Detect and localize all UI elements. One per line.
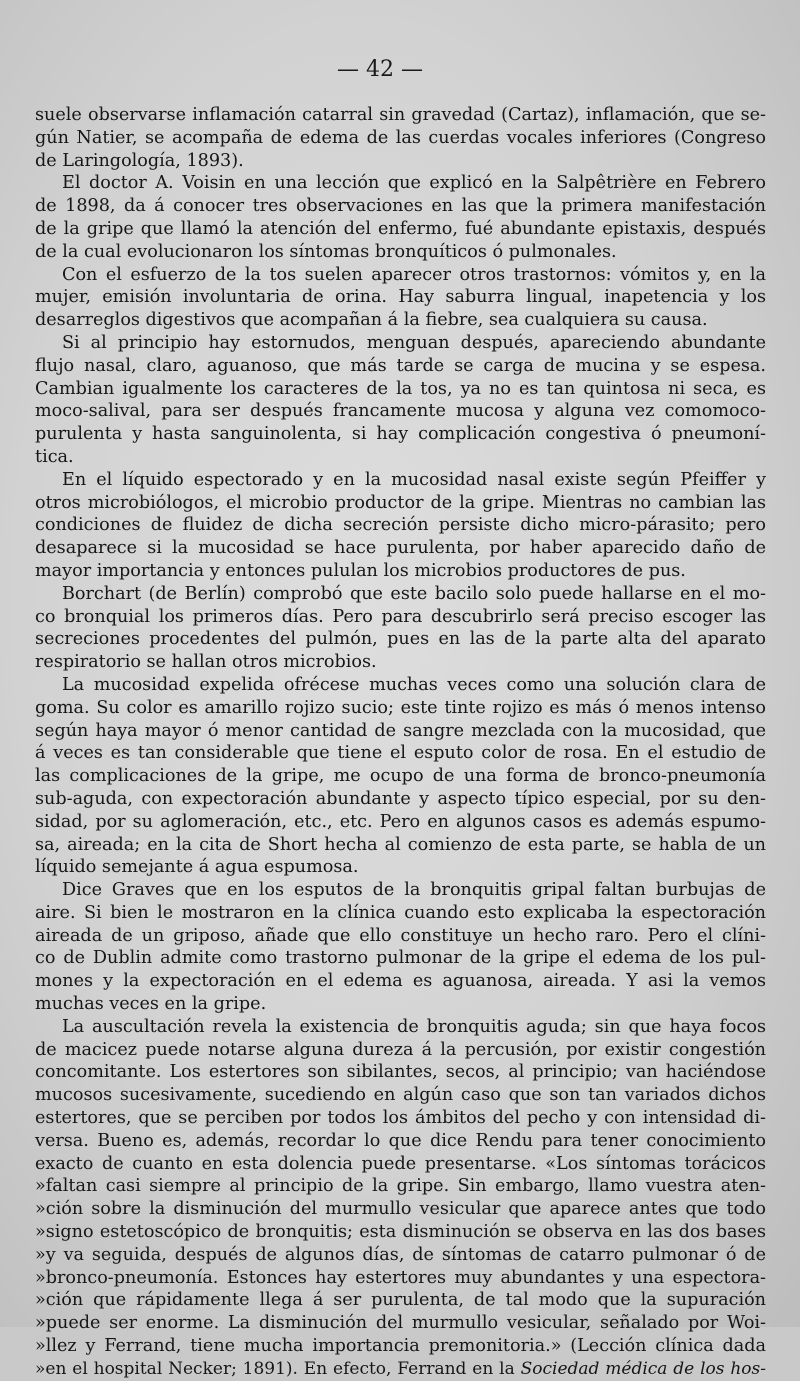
text-line-content: versa. Bueno es, además, recordar lo que dice Rendu para tener conocimiento [35,1130,766,1151]
text-line [35,172,766,195]
text-line [35,1130,766,1153]
text-line-content: co bronquial los primeros días. Pero para descubrirlo será preciso escoger las [35,606,766,627]
text-line [35,1221,766,1244]
text-line [35,697,766,720]
text-line [35,1153,766,1176]
text-line [35,1084,766,1107]
text-line-content: de 1898, da á conocer tres observaciones en las que la primera manifestación [35,196,766,217]
text-line-content: El doctor A. Voisin en una lección que explicó en la Salpêtrière en Febrero [62,173,766,194]
text-line [35,1244,766,1267]
text-line [35,218,766,241]
text-line-content: sa, aireada; en la cita de Short hecha al comienzo de esta parte, se habla de un [35,834,766,855]
text-line [35,241,766,264]
text-line [35,1039,766,1062]
text-line-content: mucosos sucesivamente, sucediendo en algún caso que son tan variados dichos [35,1085,766,1106]
text-line-content: aire. Si bien le mostraron en la clínica cuando esto explicaba la espectoración [35,902,766,923]
text-line [35,469,766,492]
text-line [35,104,766,127]
text-line [35,150,766,173]
text-line [35,446,766,469]
text-line-content: »en el hospital Necker; 1891). En efecto, Ferrand en la [35,1358,521,1379]
text-line [35,378,766,401]
text-line-content: Con el esfuerzo de la tos suelen aparecer otros trastornos: vómitos y, en la [62,264,766,285]
text-line [35,492,766,515]
text-line-content: suele observarse inflamación catarral sin gravedad (Cartaz), inflamación, que se- [35,105,766,125]
text-line-content: sub-aguda, con expectoración abundante y aspecto típico especial, por su den- [35,788,766,809]
text-line [35,947,766,970]
text-line-content: las complicaciones de la gripe, me ocupo de una forma de bronco-pneumonía [35,766,766,787]
text-line-content: La auscultación revela la existencia de bronquitis aguda; sin que haya focos [62,1016,766,1037]
text-line [35,355,766,378]
page-number: — 42 — [337,57,423,82]
text-line-content: Si al principio hay estornudos, menguan después, apareciendo abundante [62,332,766,353]
text-line-content: líquido semejante á agua espumosa. [35,857,359,878]
text-line [35,423,766,446]
text-line-content: aireada de un griposo, añade que ello constituye un hecho raro. Pero el clíni- [35,925,766,946]
text-line [35,1289,766,1312]
text-line [35,902,766,925]
text-line-content: mayor importancia y entonces pululan los microbios productores de pus. [35,560,686,581]
text-line [35,264,766,287]
text-line-content: desaparece si la mucosidad se hace purulenta, por haber aparecido daño de [35,538,766,559]
text-line [35,1267,766,1290]
text-line [35,879,766,902]
text-line-content: gún Natier, se acompaña de edema de las cuerdas vocales inferiores (Congreso [35,127,766,148]
text-line [35,720,766,743]
text-line-content: según haya mayor ó menor cantidad de sangre mezclada con la mucosidad, que [35,720,766,741]
text-line-content: La mucosidad expelida ofrécese muchas veces como una solución clara de [62,674,766,695]
text-line-content: de macicez puede notarse alguna dureza á la percusión, por existir congestión [35,1039,766,1060]
text-line-content: En el líquido espectorado y en la mucosidad nasal existe según Pfeiffer y [62,469,766,490]
text-line-content: moco-salival, para ser después francamente mucosa y alguna vez comomoco- [35,401,766,422]
text-line-content: secreciones procedentes del pulmón, pues en las de la parte alta del aparato [35,629,766,650]
text-line [35,514,766,537]
text-line-content: concomitante. Los estertores son sibilantes, secos, al principio; van haciéndose [35,1062,766,1083]
text-line-content: Cambian igualmente los caracteres de la tos, ya no es tan quintosa ni seca, es [35,378,766,399]
text-line-content: Borchart (de Berlín) comprobó que este bacilo solo puede hallarse en el mo- [62,583,766,604]
text-line [35,1016,766,1039]
text-line [35,606,766,629]
text-line-content: flujo nasal, claro, aguanoso, que más tarde se carga de mucina y se espesa. [35,355,766,376]
text-line-content: »ción que rápidamente llega á ser purulenta, de tal modo que la supuración [35,1290,766,1311]
text-line-content: »ción sobre la disminución del murmullo vesicular que aparece antes que todo [35,1199,766,1220]
text-line-content: sidad, por su aglomeración, etc., etc. Pero en algunos casos es además espumo- [35,811,766,832]
text-line [35,537,766,560]
text-line-content: tica. [35,446,74,467]
text-line [35,674,766,697]
text-line-content: goma. Su color es amarillo rojizo sucio; este tinte rojizo es más ó menos intenso [35,697,766,718]
text-line-content: de la gripe que llamó la atención del enfermo, fué abundante epistaxis, después [35,218,766,239]
text-line-content: Dice Graves que en los esputos de la bronquitis gripal faltan burbujas de [62,880,766,901]
text-line [35,765,766,788]
text-line-content: muchas veces en la gripe. [35,994,267,1015]
text-line-content: exacto de cuanto en esta dolencia puede presentarse. «Los síntomas torácicos [35,1153,766,1174]
text-line-content: estertores, que se perciben por todos los ámbitos del pecho y con intensidad di- [35,1108,766,1129]
text-line [35,127,766,150]
text-line [35,856,766,879]
text-line [35,811,766,834]
text-line [35,1335,766,1358]
text-line-content: »faltan casi siempre al principio de la gripe. Sin embargo, llamo vuestra aten- [35,1176,766,1197]
text-line [35,993,766,1016]
text-line-content: »puede ser enorme. La disminución del murmullo vesicular, señalado por Woi- [35,1313,766,1334]
text-line [35,400,766,423]
text-line-content: á veces es tan considerable que tiene el esputo color de rosa. En el estudio de [35,743,766,764]
text-line [35,628,766,651]
text-line-content: »bronco-pneumonía. Estonces hay estertores muy abundantes y una espectora- [35,1267,766,1288]
text-line [35,1312,766,1335]
text-line [35,1175,766,1198]
text-line [35,286,766,309]
text-line-content: de Laringología, 1893). [35,150,244,171]
text-line [35,195,766,218]
text-line-content: mones y la expectoración en el edema es aguanosa, aireada. Y asi la vemos [35,971,766,992]
text-line-content: condiciones de fluidez de dicha secreción persiste dicho micro-párasito; pero [35,515,766,536]
text-line [35,742,766,765]
italic-society-name: Sociedad médica de los hos- [520,1358,766,1379]
text-line-content: de la cual evolucionaron los síntomas bronquíticos ó pulmonales. [35,241,617,262]
text-line [35,1061,766,1084]
text-line [35,309,766,332]
text-line [35,1358,766,1381]
text-line-content: co de Dublin admite como trastorno pulmonar de la gripe el edema de los pul- [35,948,766,969]
text-line [35,583,766,606]
text-line [35,1107,766,1130]
text-line [35,332,766,355]
text-line [35,651,766,674]
text-line [35,970,766,993]
text-line-content: »y va seguida, después de algunos días, de síntomas de catarro pulmonar ó de [35,1244,766,1265]
text-line-content: »llez y Ferrand, tiene mucha importancia premonitoria.» (Lección clínica dada [35,1336,766,1357]
text-line-content: respiratorio se hallan otros microbios. [35,652,377,673]
text-line-content: »signo estetoscópico de bronquitis; esta disminución se observa en las dos bases [35,1222,766,1243]
text-line [35,560,766,583]
text-line-content: desarreglos digestivos que acompañan á la fiebre, sea cualquiera su causa. [35,310,708,331]
text-line [35,788,766,811]
text-line [35,1198,766,1221]
text-line-content: otros microbiólogos, el microbio productor de la gripe. Mientras no cambian las [35,492,766,513]
text-line [35,834,766,857]
text-line-content: purulenta y hasta sanguinolenta, si hay complicación congestiva ó pneumoní- [35,424,766,445]
body-text [35,104,766,1381]
text-line [35,925,766,948]
text-line-content: mujer, emisión involuntaria de orina. Hay saburra lingual, inapetencia y los [35,287,766,308]
